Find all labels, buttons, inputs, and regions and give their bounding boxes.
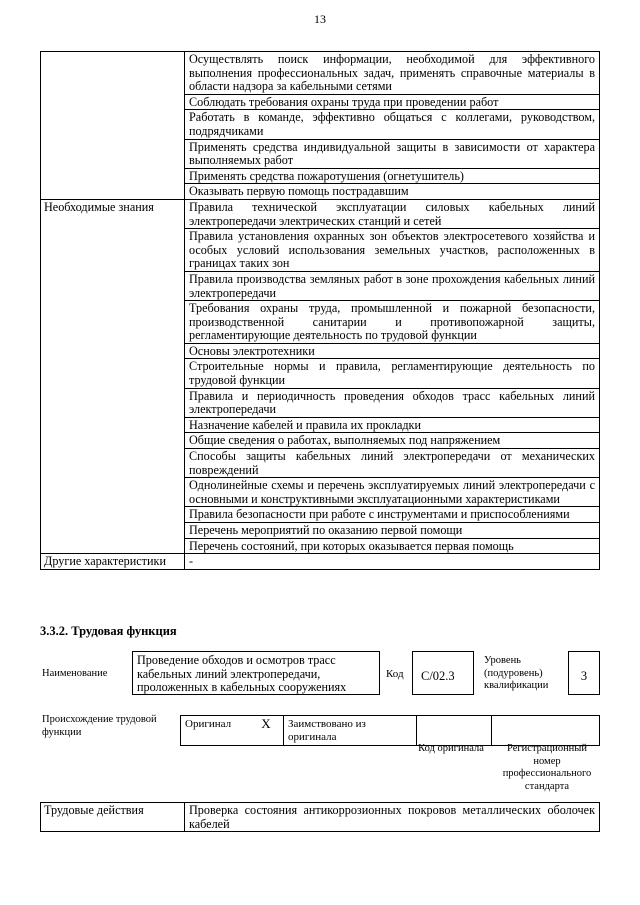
- skill-cell: Оказывать первую помощь пострадавшим: [185, 184, 600, 200]
- empty-label-cell: [41, 52, 185, 200]
- table-row: [41, 199, 600, 228]
- requirements-table: [40, 51, 600, 570]
- skill-cell: Соблюдать требования охраны труда при проведении работ: [185, 94, 600, 110]
- knowledge-cell: Правила технической эксплуатации силовых кабельных линий электропередачи электрических станций и сетей: [185, 199, 600, 228]
- code-original-label: Код оригинала: [418, 743, 484, 754]
- origin-label: Происхождение трудовой функции: [42, 714, 157, 738]
- code-label: Код: [386, 668, 404, 680]
- labor-actions-table: [40, 802, 600, 832]
- knowledge-cell: Правила производства земляных работ в зоне прохождения кабельных линий электропередачи: [185, 271, 600, 300]
- table-row: [41, 554, 600, 570]
- table-row: [181, 716, 600, 746]
- knowledge-cell: Способы защиты кабельных линий электропередачи от механических повреждений: [185, 449, 600, 478]
- table-row: [41, 52, 600, 95]
- knowledge-cell: Правила безопасности при работе с инструментами и приспособлениями: [185, 507, 600, 523]
- knowledge-cell: Требования охраны труда, промышленной и пожарной безопасности, производственной санитарии и противопожарной защиты, регламентирующие деятельность по трудовой функции: [185, 301, 600, 344]
- knowledge-cell: Основы электротехники: [185, 343, 600, 359]
- page-number: 13: [314, 12, 326, 26]
- code-original-cell: [417, 716, 492, 746]
- reg-number-label: Регистрационный номер профессионального стандарта: [502, 743, 592, 792]
- name-value-box: Проведение обходов и осмотров трасс кабельных линий электропередачи, проложенных в кабельных сооружениях: [132, 651, 380, 695]
- knowledge-cell: Правила и периодичность проведения обходов трасс кабельных линий электропередачи: [185, 388, 600, 417]
- skill-cell: Работать в команде, эффективно общаться с коллегами, руководством, подрядчиками: [185, 110, 600, 139]
- reg-number-cell: [492, 716, 600, 746]
- level-label: Уровень (подуровень) квалификации: [484, 655, 549, 691]
- section-title: 3.3.2. Трудовая функция: [40, 624, 177, 638]
- code-value-box: С/02.3: [412, 651, 474, 695]
- skill-cell: Осуществлять поиск информации, необходимой для эффективного выполнения профессиональных задач, применять справочные материалы в области надзора за кабельными сетями: [185, 52, 600, 95]
- knowledge-cell: Перечень мероприятий по оказанию первой помощи: [185, 523, 600, 539]
- name-label: Наименование: [42, 668, 108, 679]
- other-value: -: [185, 554, 600, 570]
- original-mark: X: [249, 716, 284, 746]
- level-value-box: 3: [568, 651, 600, 695]
- knowledge-cell: Общие сведения о работах, выполняемых под напряжением: [185, 433, 600, 449]
- original-label: Оригинал: [181, 716, 250, 746]
- skill-cell: Применять средства индивидуальной защиты в зависимости от характера выполняемых работ: [185, 139, 600, 168]
- other-label: Другие характеристики: [41, 554, 185, 570]
- knowledge-cell: Правила установления охранных зон объектов электросетевого хозяйства и особых условий использования земельных участков, расположенных в границах таких зон: [185, 229, 600, 272]
- labor-actions-label: Трудовые действия: [41, 803, 185, 832]
- knowledge-cell: Перечень состояний, при которых оказывается первая помощь: [185, 538, 600, 554]
- knowledge-cell: Строительные нормы и правила, регламентирующие деятельность по трудовой функции: [185, 359, 600, 388]
- labor-action-cell: Проверка состояния антикоррозионных покровов металлических оболочек кабелей: [185, 803, 600, 832]
- table-row: [41, 803, 600, 832]
- knowledge-cell: Однолинейные схемы и перечень эксплуатируемых линий электропередачи с основными и конструктивными эксплуатационными характеристиками: [185, 478, 600, 507]
- knowledge-cell: Назначение кабелей и правила их прокладки: [185, 417, 600, 433]
- skill-cell: Применять средства пожаротушения (огнетушитель): [185, 168, 600, 184]
- knowledge-label: Необходимые знания: [41, 199, 185, 553]
- origin-table: [180, 715, 600, 746]
- borrowed-label: Заимствовано из оригинала: [284, 716, 417, 746]
